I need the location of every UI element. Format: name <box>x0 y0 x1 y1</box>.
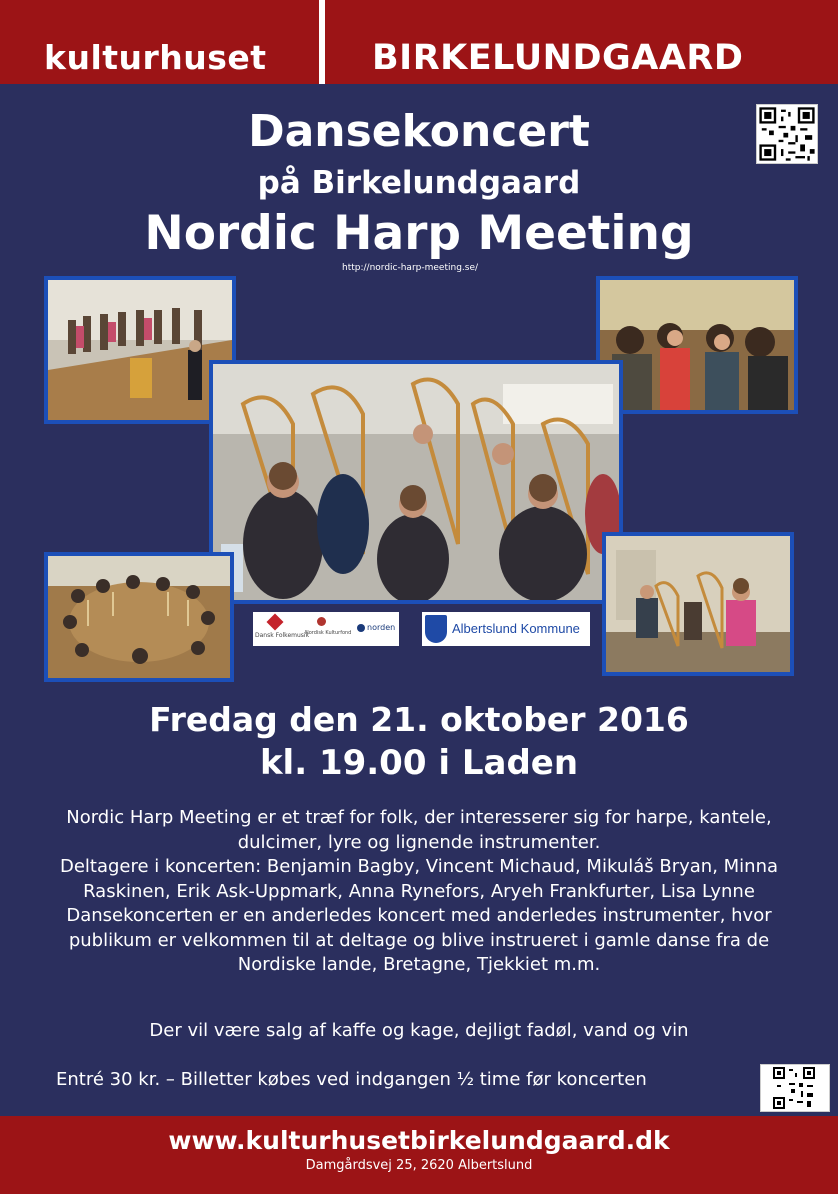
event-name: Nordic Harp Meeting <box>144 206 694 261</box>
sponsor-logo-3: norden <box>367 623 396 632</box>
sponsor-logos-panel <box>253 612 399 646</box>
sponsor-logo-1: Dansk Folkemusik <box>255 632 310 639</box>
header-bar <box>0 0 838 84</box>
event-title: Dansekoncert <box>248 106 590 157</box>
harpists-room-photo <box>602 532 794 676</box>
description-participants: Deltagere i koncerten: Benjamin Bagby, Vincent Michaud, Mikuláš Bryan, Minna Raskinen, Erik Ask-Uppmark, Anna Rynefors, Aryeh Frankfurter, Lisa Lynne <box>59 856 779 902</box>
albertslund-crest-icon <box>425 615 447 643</box>
harp-workshop-photo <box>209 360 623 604</box>
harp-circle-photo <box>44 552 234 682</box>
brand-kulturhuset: kulturhuset <box>44 38 267 77</box>
sponsor-logo-2: Nordisk Kulturfond <box>305 630 352 636</box>
nordisk-kulturfond-logo-icon <box>317 617 326 626</box>
sales-info: Der vil være salg af kaffe og kage, dejligt fadøl, vand og vin <box>149 1020 689 1041</box>
event-date: Fredag den 21. oktober 2016 <box>149 700 689 739</box>
description-concert: Dansekoncerten er en anderledes koncert med anderledes instrumenter, hvor publikum er velkommen til at deltage og blive instrueret i gamle danse fra de Nordiske lande, Bretagne, Tjekkiet m.m. <box>66 905 772 975</box>
dance-circle-photo <box>44 276 236 424</box>
website-link[interactable]: www.kulturhusetbirkelundgaard.dk <box>168 1126 670 1155</box>
event-time-place: kl. 19.00 i Laden <box>259 743 579 783</box>
dansk-folkemusik-logo-icon <box>267 614 284 631</box>
event-url[interactable]: http://nordic-harp-meeting.se/ <box>342 263 479 273</box>
venue-address: Damgårdsvej 25, 2620 Albertslund <box>305 1158 533 1173</box>
qr-code-bottom[interactable] <box>760 1064 830 1112</box>
description-intro: Nordic Harp Meeting er et træf for folk, der interesserer sig for harpe, kantele, dulcimer, lyre og lignende instrumenter. <box>66 807 772 853</box>
mingling-photo <box>596 276 798 414</box>
norden-logo-icon <box>357 624 365 632</box>
event-subtitle: på Birkelundgaard <box>257 165 581 201</box>
header-divider <box>319 0 325 84</box>
municipality-name: Albertslund Kommune <box>452 621 580 636</box>
description-block <box>30 806 808 978</box>
entry-info: Entré 30 kr. – Billetter købes ved indgangen ½ time før koncerten <box>56 1069 647 1090</box>
albertslund-logo <box>422 612 590 646</box>
brand-birkelundgaard: BIRKELUNDGAARD <box>372 38 744 78</box>
